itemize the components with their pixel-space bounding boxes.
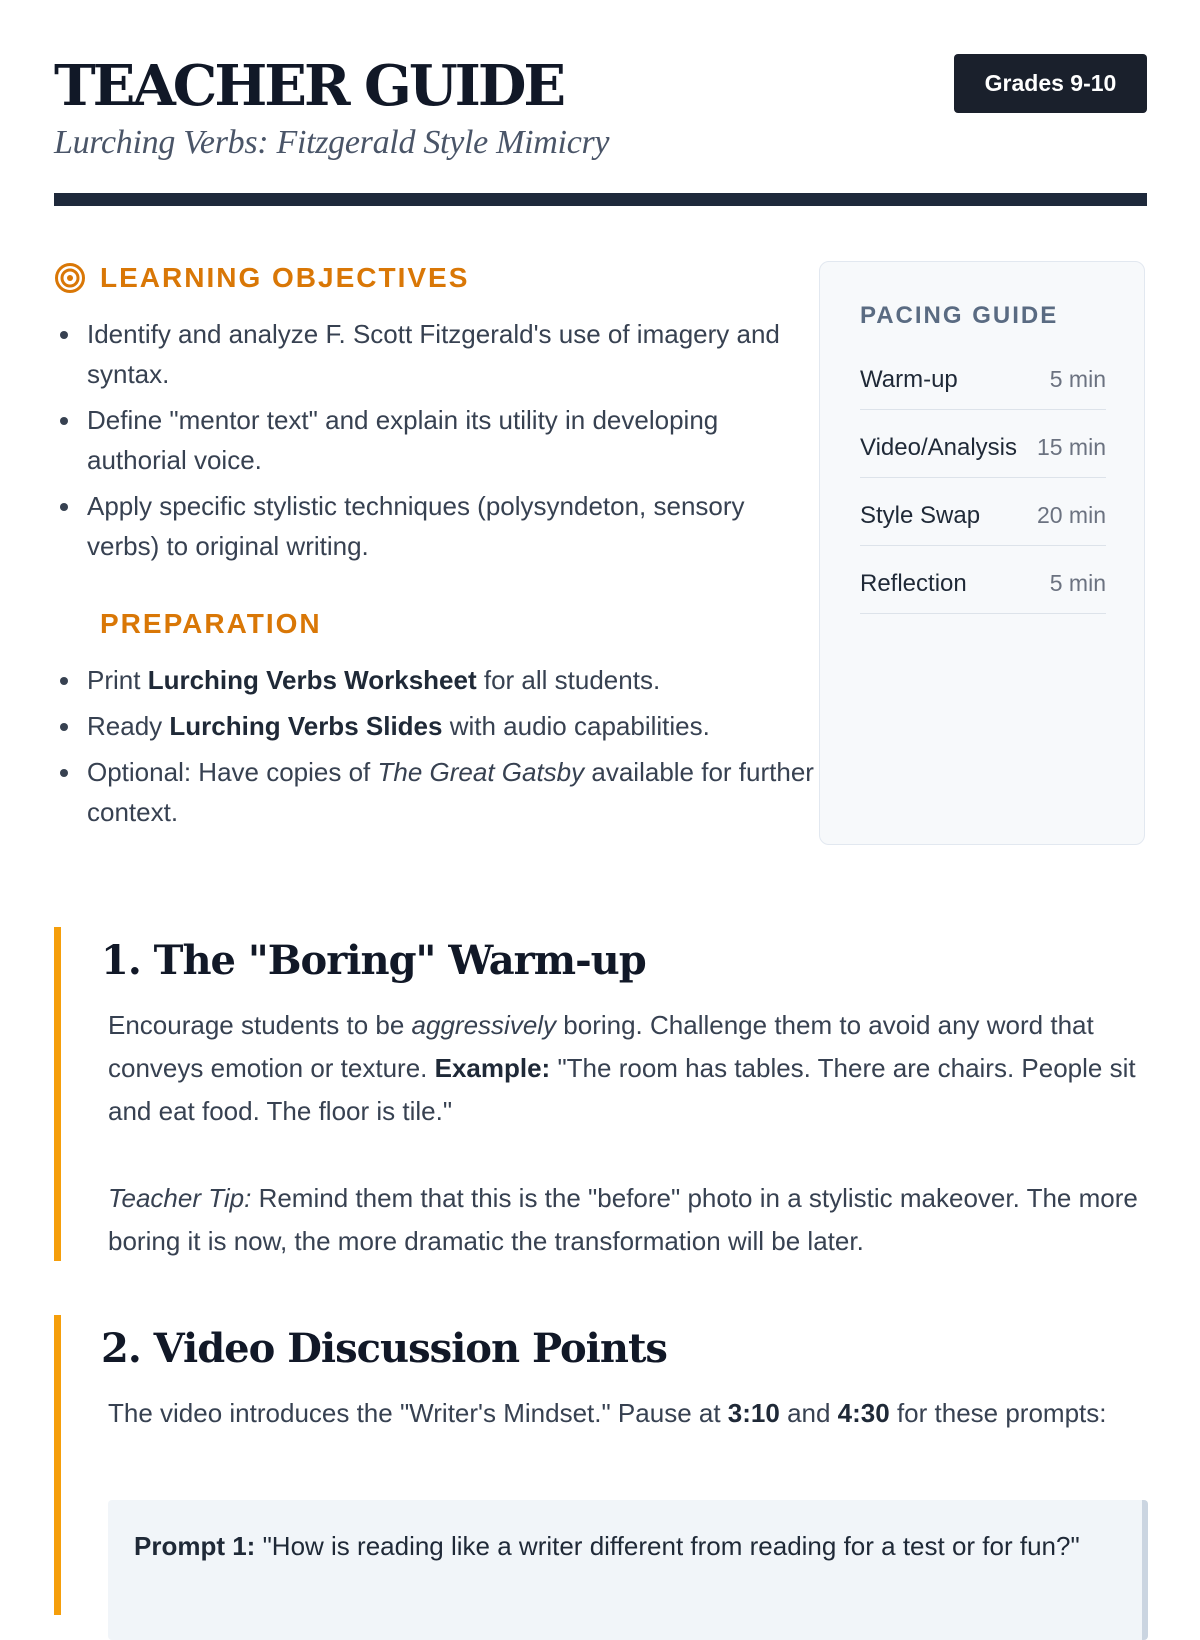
prep-text: Optional: Have copies of	[87, 757, 378, 787]
list-item	[54, 486, 814, 566]
objective-text: Apply specific stylistic techniques (polysyndeton, sensory verbs) to original writing.	[87, 491, 745, 561]
warmup-instructions	[108, 1004, 1148, 1133]
prompt-1	[134, 1526, 1102, 1566]
pacing-guide-title: PACING GUIDE	[860, 302, 1059, 329]
objectives-heading-label: LEARNING OBJECTIVES	[100, 262, 470, 293]
book-title: The Great Gatsby	[377, 757, 585, 787]
page-title: TEACHER GUIDE	[54, 53, 564, 119]
bullet-icon	[60, 677, 68, 685]
bullet-icon	[60, 331, 68, 339]
warmup-heading: 1. The "Boring" Warm-up	[101, 937, 646, 984]
teacher-tip-label: Teacher Tip:	[108, 1183, 252, 1213]
prep-material: Lurching Verbs Slides	[169, 711, 443, 741]
warmup-section	[54, 927, 1147, 1261]
warmup-text: boring. Challenge them to avoid any word that conveys emotion or texture.	[108, 1010, 1094, 1083]
pacing-guide-card	[819, 261, 1145, 845]
video-text: for these prompts:	[889, 1398, 1107, 1428]
pacing-time: 20 min	[1036, 502, 1106, 528]
pacing-activity: Style Swap	[860, 501, 981, 529]
prep-text: Print	[87, 665, 148, 695]
bullet-icon	[60, 769, 68, 777]
grade-badge: Grades 9-10	[954, 54, 1147, 113]
pacing-table	[860, 342, 1106, 614]
warmup-emphasis: aggressively	[411, 1010, 557, 1040]
prompt-card	[108, 1500, 1148, 1640]
prep-text: with audio capabilities.	[442, 711, 710, 741]
warmup-text: Encourage students to be	[108, 1010, 412, 1040]
header-divider	[54, 193, 1147, 206]
list-item	[54, 660, 814, 700]
pacing-activity: Warm-up	[860, 365, 958, 393]
teacher-guide-page	[54, 0, 1147, 1561]
teacher-tip-text: Remind them that this is the "before" photo in a stylistic makeover. The more boring it is now, the more dramatic the transformation will be later.	[108, 1183, 1138, 1256]
pacing-time: 5 min	[1049, 570, 1106, 596]
video-text: and	[779, 1398, 838, 1428]
video-discussion-section	[54, 1315, 1147, 1615]
timestamp: 3:10	[727, 1398, 780, 1428]
bullet-icon	[60, 417, 68, 425]
teacher-tip	[108, 1177, 1148, 1263]
video-text: The video introduces the "Writer's Mindset." Pause at	[108, 1398, 728, 1428]
prep-text: Ready	[87, 711, 170, 741]
pacing-time: 15 min	[1036, 434, 1106, 460]
pacing-row	[860, 410, 1106, 478]
objectives-preparation-column	[54, 262, 814, 838]
header	[54, 0, 1147, 210]
example-text: "The room has tables. There are chairs. People sit and eat food. The floor is tile."	[108, 1053, 1136, 1126]
page-subtitle: Lurching Verbs: Fitzgerald Style Mimicry	[54, 124, 610, 161]
objectives-list	[54, 314, 814, 566]
prompt-text: "How is reading like a writer different from reading for a test or for fun?"	[255, 1531, 1080, 1561]
timestamp: 4:30	[837, 1398, 890, 1428]
prep-material: Lurching Verbs Worksheet	[147, 665, 477, 695]
list-item	[54, 400, 814, 480]
target-icon	[54, 262, 86, 294]
prep-text: for all students.	[476, 665, 661, 695]
pacing-row	[860, 546, 1106, 614]
bullet-icon	[60, 503, 68, 511]
pacing-activity: Reflection	[860, 569, 967, 597]
pacing-row	[860, 478, 1106, 546]
list-item	[54, 314, 814, 394]
pacing-time: 5 min	[1049, 366, 1106, 392]
example-label: Example:	[434, 1053, 551, 1083]
prompt-label: Prompt 1:	[134, 1531, 256, 1561]
objective-text: Define "mentor text" and explain its utility in developing authorial voice.	[87, 405, 719, 475]
pacing-activity: Video/Analysis	[860, 433, 1017, 461]
prep-text: available for further context.	[87, 757, 814, 827]
objectives-heading	[54, 262, 814, 294]
list-item	[54, 706, 814, 746]
preparation-heading: PREPARATION	[100, 608, 322, 639]
video-discussion-heading: 2. Video Discussion Points	[101, 1325, 667, 1372]
pacing-row	[860, 342, 1106, 410]
objective-text: Identify and analyze F. Scott Fitzgerald's use of imagery and syntax.	[87, 319, 780, 389]
list-item	[54, 752, 814, 832]
preparation-list	[54, 660, 814, 832]
video-instructions	[108, 1392, 1138, 1435]
bullet-icon	[60, 723, 68, 731]
